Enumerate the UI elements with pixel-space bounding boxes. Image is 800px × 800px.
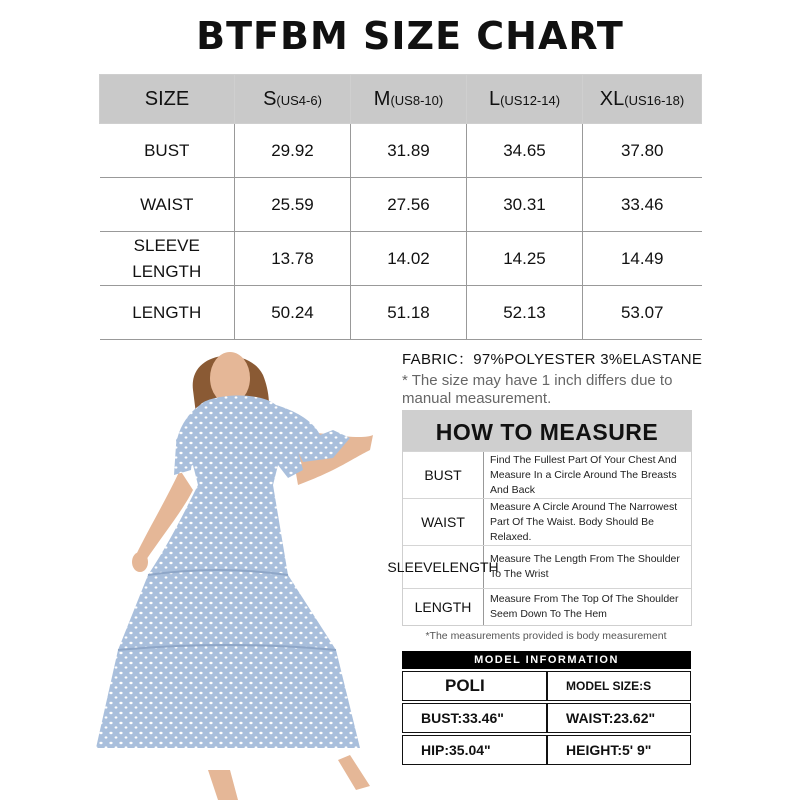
table-cell: 29.92	[235, 124, 351, 178]
table-row	[100, 178, 702, 232]
table-cell: 14.02	[351, 232, 467, 286]
measure-row-sleeve-length	[387, 545, 691, 588]
size-col-m: M(US8-10)	[351, 75, 467, 124]
size-col-l: L(US12-14)	[467, 75, 583, 124]
page-title: BTFBM SIZE CHART	[196, 14, 624, 58]
how-to-measure-title: HOW TO MEASURE	[403, 411, 691, 451]
row-label-length: LENGTH	[100, 286, 235, 340]
how-to-measure-table	[387, 410, 692, 626]
measure-row-length	[403, 588, 691, 625]
table-cell: 13.78	[235, 232, 351, 286]
measure-row-bust	[403, 451, 691, 498]
measure-desc: Measure A Circle Around The Narrowest Part Of The Waist. Body Should Be Relaxed.	[490, 500, 678, 543]
measure-desc: Measure The Length From The Shoulder To The Wrist	[490, 553, 680, 580]
size-header-label: SIZE	[100, 75, 235, 124]
measure-footnote: *The measurements provided is body measurement	[425, 630, 667, 642]
size-col-s: S(US4-6)	[235, 75, 351, 124]
fabric-info: FABRIC：97%POLYESTER 3%ELASTANE	[402, 351, 703, 368]
size-chart-table	[99, 74, 702, 340]
model-hip: HIP:35.04"	[402, 735, 547, 765]
measure-label: LENGTH	[403, 589, 484, 625]
table-cell: 52.13	[467, 286, 583, 340]
table-cell: 31.89	[351, 124, 467, 178]
row-label-waist: WAIST	[100, 178, 235, 232]
table-cell: 30.31	[467, 178, 583, 232]
table-cell: 14.25	[467, 232, 583, 286]
measure-label: BUST	[403, 452, 484, 498]
table-cell: 14.49	[583, 232, 702, 286]
table-cell: 34.65	[467, 124, 583, 178]
size-header-row	[100, 75, 702, 124]
model-waist: WAIST:23.62"	[547, 703, 691, 733]
measurement-note: * The size may have 1 inch differs due to manual measurement.	[402, 372, 673, 407]
model-info-title: MODEL INFORMATION	[402, 651, 691, 669]
measure-label: WAIST	[403, 499, 484, 545]
table-row	[100, 232, 702, 286]
table-cell: 37.80	[583, 124, 702, 178]
table-row	[100, 286, 702, 340]
measure-row-waist	[403, 498, 691, 545]
table-cell: 50.24	[235, 286, 351, 340]
table-row	[100, 124, 702, 178]
table-cell: 53.07	[583, 286, 702, 340]
size-col-xl: XL(US16-18)	[583, 75, 702, 124]
model-name: POLI	[402, 671, 547, 701]
model-information	[402, 651, 691, 765]
model-height: HEIGHT:5' 9"	[547, 735, 691, 765]
model-photo	[88, 350, 388, 800]
measure-label: SLEEVE LENGTH	[403, 546, 484, 588]
model-size: MODEL SIZE:S	[547, 671, 691, 701]
row-label-bust: BUST	[100, 124, 235, 178]
measure-desc: Find The Fullest Part Of Your Chest And Measure In a Circle Around The Breasts And Back	[490, 453, 677, 496]
table-cell: 33.46	[583, 178, 702, 232]
table-cell: 25.59	[235, 178, 351, 232]
table-cell: 27.56	[351, 178, 467, 232]
model-bust: BUST:33.46"	[402, 703, 547, 733]
row-label-sleeve-length: SLEEVE LENGTH	[100, 232, 235, 286]
measure-desc: Measure From The Top Of The Shoulder Seem Down To The Hem	[490, 593, 679, 620]
table-cell: 51.18	[351, 286, 467, 340]
